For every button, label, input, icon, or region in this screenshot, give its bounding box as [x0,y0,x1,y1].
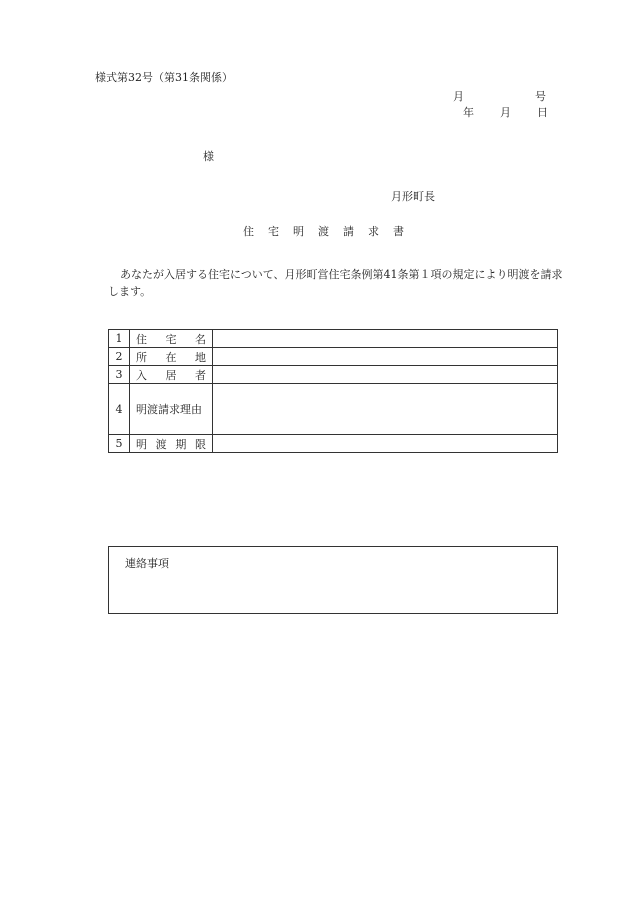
row-number: 5 [109,435,130,453]
contact-notes-box[interactable] [108,546,558,614]
document-date [463,104,548,120]
title-char: 請 [343,225,354,238]
contact-notes-label: 連絡事項 [125,557,169,570]
date-month: 月 [500,106,511,119]
doc-number-month: 月 [453,90,464,103]
title-char: 明 [293,225,304,238]
row-value[interactable] [213,384,558,435]
table-row [109,348,558,366]
table-row [109,366,558,384]
row-number: 4 [109,384,130,435]
row-number: 2 [109,348,130,366]
table-row [109,384,558,435]
form-number: 様式第32号（第31条関係） [95,71,233,84]
table-row [109,330,558,348]
info-table [108,329,558,453]
row-value[interactable] [213,435,558,453]
row-label: 所在地 [130,348,213,366]
table-row [109,435,558,453]
row-label: 入居者 [130,366,213,384]
title-char: 宅 [268,225,279,238]
title-char: 住 [243,225,254,238]
issuer: 月形町長 [391,190,435,203]
doc-number-gou: 号 [535,90,546,103]
row-number: 1 [109,330,130,348]
body-text: あなたが入居する住宅について、月形町営住宅条例第41条第１項の規定により明渡を請求します。 [108,268,563,298]
row-value[interactable] [213,348,558,366]
title-char: 書 [393,225,404,238]
row-label: 明渡請求理由 [130,384,213,435]
title-char: 渡 [318,225,329,238]
date-year: 年 [463,106,474,119]
document-title [243,223,404,239]
row-label: 明渡期限 [130,435,213,453]
document-number [453,88,546,104]
recipient-honorific: 様 [203,150,214,163]
title-char: 求 [368,225,379,238]
row-number: 3 [109,366,130,384]
row-label: 住宅名 [130,330,213,348]
date-day: 日 [537,106,548,119]
row-value[interactable] [213,366,558,384]
row-value[interactable] [213,330,558,348]
